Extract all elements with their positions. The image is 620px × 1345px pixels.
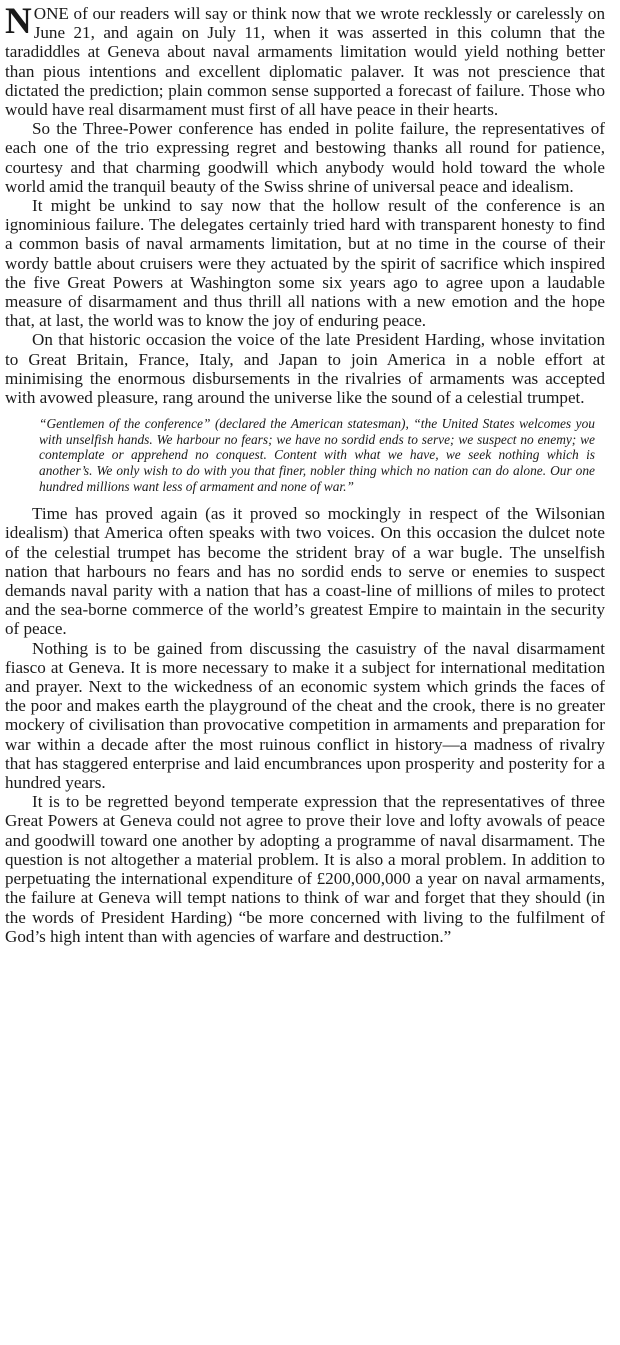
article-paragraph-4: On that historic occasion the voice of the late President Harding, whose invitation to Great Britain, France, Italy, and Japan to join America in a noble effort at minimising the enormous disbursements in the rivalries of armaments was accepted with avowed pleasure, rang around the universe like the sound of a celestial trumpet. [5,330,605,408]
article-paragraph-6: Nothing is to be gained from discussing the casuistry of the naval disarmament fiasco at Geneva. It is more necessary to make it a subject for international meditation and prayer. Next to the wickedness of an economic system which grinds the faces of the poor and makes earth the playground of the cheat and the crook, there is no greater mockery of civilisation than provocative competition in armaments and preparation for war within a decade after the most ruinous conflict in history—a madness of rivalry that has staggered enterprise and laid encumbrances upon prosperity and posterity for a hundred years. [5,638,605,793]
article-paragraph-5: Time has proved again (as it proved so mockingly in respect of the Wilsonian idealism) that America often speaks with two voices. On this occasion the dulcet note of the celestial trumpet has become the strident bray of a war bugle. The unselfish nation that harbours no fears and has no sordid ends to serve or enemies to suspect demands naval parity with a nation that has a coast-line of millions of miles to protect and the sea-borne commerce of the world’s greatest Empire to maintain in the security of peace. [5,504,605,639]
article-paragraph-1 [5,1,605,120]
article-paragraph-7: It is to be regretted beyond temperate expression that the representatives of three Great Powers at Geneva could not agree to prove their love and lofty avowals of peace and goodwill toward one another by adopting a programme of naval disarmament. The question is not altogether a material problem. It is also a moral problem. In addition to perpetuating the international expenditure of £200,000,000 a year on naval armaments, the failure at Geneva will tempt nations to think of war and forget that they should (in the words of President Harding) “be more concerned with living to the fulfilment of God’s high intent than with agencies of warfare and destruction.” [5,792,605,946]
article-paragraph-2: So the Three-Power conference has ended in polite failure, the representatives of each one of the trio expressing regret and bestowing thanks all round for patience, courtesy and that charming goodwill which anybody would hold toward the whole world amid the tranquil beauty of the Swiss shrine of universal peace and idealism. [5,119,605,196]
drop-cap: N [5,1,32,42]
article-column [5,0,605,946]
paragraph-text: ONE of our readers will say or think now that we wrote recklessly or carelessly on June 21, and again on July 11, when it was asserted in this column that the taradiddles at Geneva about naval armaments limitation would yield nothing better than pious intentions and excellent diplomatic palaver. It was not prescience that dictated the prediction; plain common sense supported a forecast of failure. Those who would have real disarmament must first of all have peace in their hearts. [5,4,605,120]
harding-quotation: “Gentlemen of the conference” (declared the American statesman), “the United States welcomes you with unselfish hands. We harbour no fears; we have no sordid ends to serve; we suspect no enemy; we contemplate or apprehend no conquest. Content with what we have, we seek nothing which is another’s. We only wish to do with you that finer, nobler thing which no nation can do alone. Our one hundred millions want less of armament and none of war.” [39,416,595,494]
article-paragraph-3: It might be unkind to say now that the hollow result of the conference is an ignominious failure. The delegates certainly tried hard with transparent honesty to find a common basis of naval armaments limitation, but at no time in the course of their wordy battle about cruisers were they actuated by the spirit of sacrifice which inspired the five Great Powers at Washington some six years ago to agree upon a laudable measure of disarmament and thus thrill all nations with a new emotion and the hope that, at last, the world was to know the joy of enduring peace. [5,196,605,331]
